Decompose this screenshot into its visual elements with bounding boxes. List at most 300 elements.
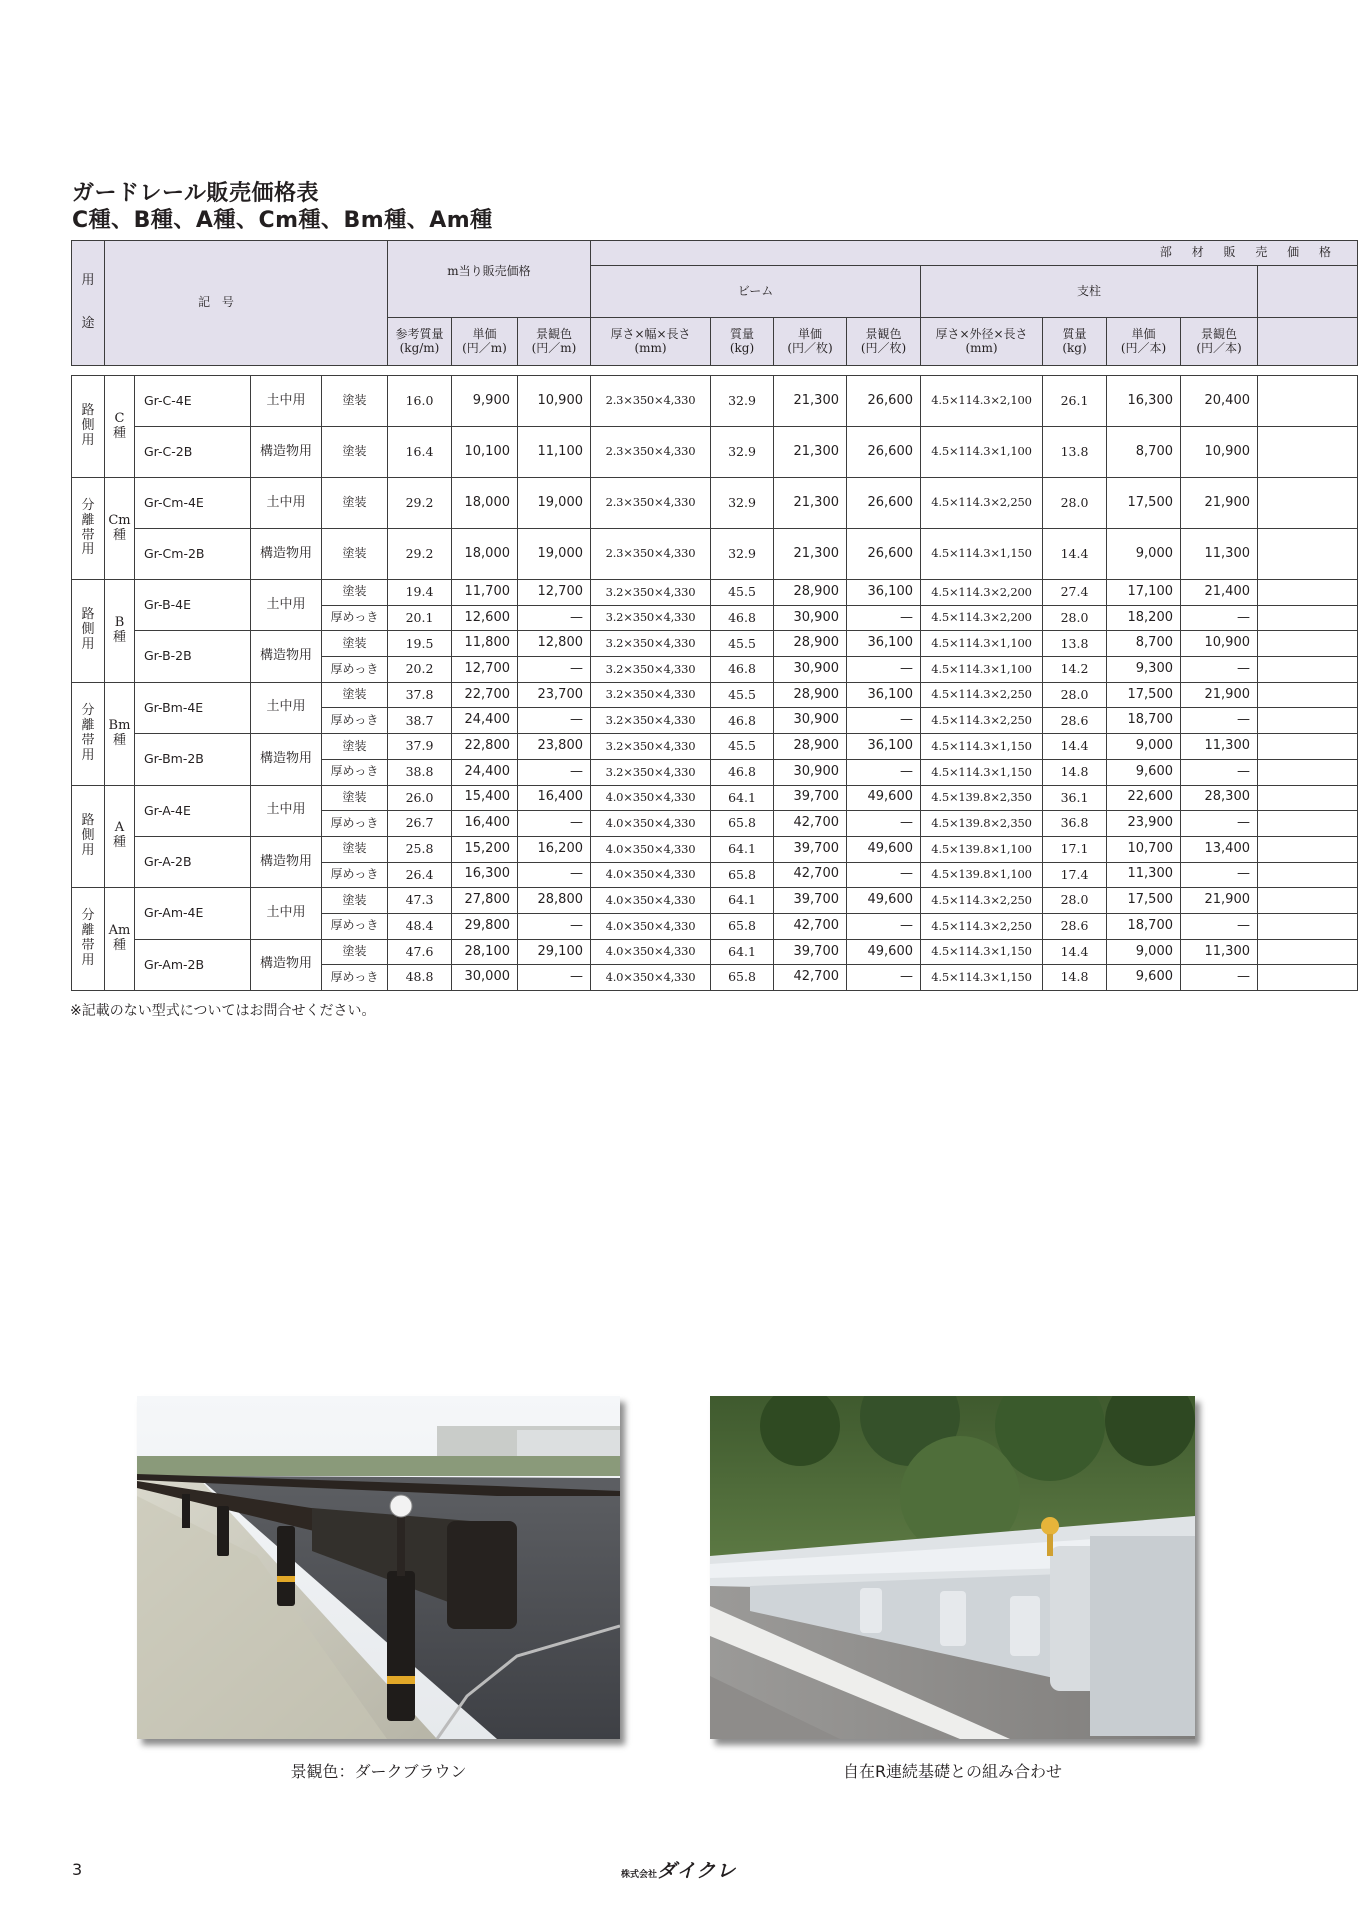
cell-post-mass: 17.1 [1043,836,1107,862]
header-beam: ビーム [591,266,921,318]
cell-extra [1258,759,1358,785]
header-post-mass-label: 質量 [1062,326,1087,341]
cell-beam-price: 21,300 [774,427,847,478]
cell-post-dim: 4.5×139.8×1,100 [921,836,1043,862]
cell-beam-landscape: — [847,657,921,683]
cell-post-dim: 4.5×114.3×1,150 [921,965,1043,991]
header-beam-price [774,318,847,366]
cell-beam-price: 28,900 [774,682,847,708]
header-unit-price-label: 単価 [472,326,497,341]
spacer-cell [591,366,711,376]
cell-post-landscape: 11,300 [1181,734,1258,760]
cell-landscape: — [518,913,591,939]
kind-part: 種 [112,938,126,954]
cell-beam-mass: 65.8 [711,913,774,939]
spacer-cell [452,366,518,376]
cell-post-price: 18,700 [1107,913,1181,939]
cell-beam-landscape: 36,100 [847,682,921,708]
cell-ref-mass: 29.2 [388,478,452,529]
cell-extra [1258,965,1358,991]
cell-post-dim: 4.5×139.8×1,100 [921,862,1043,888]
cell-post-landscape: — [1181,965,1258,991]
cell-beam-price: 21,300 [774,478,847,529]
cell-finish: 厚めっき [322,759,388,785]
cell-beam-mass: 32.9 [711,478,774,529]
cell-model-code: Gr-C-4E [135,376,251,427]
cell-post-mass: 27.4 [1043,580,1107,606]
cell-post-mass: 17.4 [1043,862,1107,888]
table-row [72,427,1358,478]
header-beam-dim-unit: (mm) [634,340,667,355]
use-char: 路 [81,812,95,828]
cell-unit-price: 24,400 [452,708,518,734]
cell-ref-mass: 16.4 [388,427,452,478]
cell-unit-price: 9,900 [452,376,518,427]
cell-extra [1258,862,1358,888]
header-beam-price-label: 単価 [797,326,822,341]
company-logo [621,1856,736,1883]
cell-unit-price: 12,600 [452,605,518,631]
table-row [72,836,1358,862]
cell-unit-price: 30,000 [452,965,518,991]
cell-post-mass: 14.8 [1043,759,1107,785]
use-char: 離 [81,512,95,528]
cell-post-dim: 4.5×114.3×2,250 [921,888,1043,914]
cell-beam-price: 21,300 [774,376,847,427]
cell-landscape: — [518,657,591,683]
cell-beam-landscape: 36,100 [847,580,921,606]
cell-beam-dim: 3.2×350×4,330 [591,734,711,760]
cell-post-dim: 4.5×114.3×2,200 [921,580,1043,606]
use-char: 側 [81,418,95,434]
price-table [71,240,1358,991]
cell-ref-mass: 25.8 [388,836,452,862]
cell-landscape: — [518,862,591,888]
use-char: 離 [81,717,95,733]
cell-extra [1258,888,1358,914]
cell-post-landscape: 21,400 [1181,580,1258,606]
cell-post-landscape: 28,300 [1181,785,1258,811]
cell-beam-dim: 3.2×350×4,330 [591,708,711,734]
cell-post-landscape: — [1181,913,1258,939]
cell-beam-mass: 46.8 [711,605,774,631]
cell-ref-mass: 48.4 [388,913,452,939]
table-row [72,939,1358,965]
cell-extra [1258,580,1358,606]
cell-post-price: 17,500 [1107,888,1181,914]
cell-post-landscape: — [1181,862,1258,888]
cell-beam-dim: 4.0×350×4,330 [591,965,711,991]
cell-post-dim: 4.5×114.3×1,100 [921,631,1043,657]
cell-beam-mass: 46.8 [711,759,774,785]
header-post-price [1107,318,1181,366]
cell-ref-mass: 37.8 [388,682,452,708]
header-per-m: m当り販売価格 [388,241,591,318]
header-beam-dim-label: 厚さ×幅×長さ [610,326,691,341]
cell-ref-mass: 48.8 [388,965,452,991]
cell-beam-mass: 65.8 [711,965,774,991]
cell-post-dim: 4.5×114.3×2,100 [921,376,1043,427]
price-table-body [72,366,1358,991]
cell-unit-price: 16,400 [452,811,518,837]
kind-part: B [114,614,125,630]
cell-post-dim: 4.5×139.8×2,350 [921,811,1043,837]
cell-post-price: 9,600 [1107,759,1181,785]
cell-beam-landscape: 49,600 [847,888,921,914]
use-char: 帯 [81,938,95,954]
cell-beam-landscape: 26,600 [847,529,921,580]
cell-ref-mass: 29.2 [388,529,452,580]
cell-beam-mass: 45.5 [711,631,774,657]
cell-model-code: Gr-Bm-4E [135,682,251,733]
cell-post-mass: 28.6 [1043,708,1107,734]
cell-landscape: 12,700 [518,580,591,606]
photo-dark-brown-guardrail [137,1396,620,1739]
cell-finish: 塗装 [322,734,388,760]
use-char: 側 [81,827,95,843]
cell-kind [105,478,135,580]
cell-install-type: 構造物用 [251,939,322,990]
cell-beam-dim: 4.0×350×4,330 [591,913,711,939]
header-use-char: 用 [81,273,95,289]
cell-beam-dim: 4.0×350×4,330 [591,811,711,837]
use-char: 路 [81,403,95,419]
cell-post-dim: 4.5×114.3×1,100 [921,657,1043,683]
cell-landscape: 23,700 [518,682,591,708]
cell-beam-mass: 45.5 [711,734,774,760]
cell-post-price: 8,700 [1107,631,1181,657]
header-post-price-unit: (円／本) [1120,340,1167,355]
cell-finish: 塗装 [322,427,388,478]
cell-extra [1258,427,1358,478]
header-beam-landscape-label: 景観色 [865,326,902,341]
cell-install-type: 構造物用 [251,427,322,478]
cell-kind [105,376,135,478]
header-beam-mass-unit: (kg) [729,340,755,355]
cell-post-landscape: 11,300 [1181,939,1258,965]
header-symbol-label: 記 号 [198,295,238,310]
header-post-price-label: 単価 [1131,326,1156,341]
header-symbol [105,241,388,366]
cell-beam-landscape: 49,600 [847,785,921,811]
spacer-cell [105,366,135,376]
use-char: 離 [81,923,95,939]
cell-beam-mass: 46.8 [711,657,774,683]
cell-unit-price: 18,000 [452,478,518,529]
cell-post-price: 10,700 [1107,836,1181,862]
spacer-cell [518,366,591,376]
photo-r-foundation-guardrail [710,1396,1195,1739]
photo-caption-2: 自在R連続基礎との組み合わせ [842,1762,1063,1781]
cell-beam-landscape: 36,100 [847,631,921,657]
cell-ref-mass: 26.4 [388,862,452,888]
kind-part: 種 [112,835,126,851]
use-char: 帯 [81,527,95,543]
cell-unit-price: 12,700 [452,657,518,683]
cell-landscape: 11,100 [518,427,591,478]
cell-ref-mass: 47.3 [388,888,452,914]
cell-finish: 塗装 [322,376,388,427]
cell-unit-price: 18,000 [452,529,518,580]
cell-install-type: 土中用 [251,888,322,939]
cell-post-dim: 4.5×114.3×2,200 [921,605,1043,631]
cell-kind [105,682,135,785]
kind-part: Am [108,923,131,939]
cell-extra [1258,376,1358,427]
cell-landscape: — [518,965,591,991]
cell-use [72,785,105,888]
cell-unit-price: 15,200 [452,836,518,862]
kind-part: C [114,410,125,426]
header-ref-mass [388,318,452,366]
cell-post-price: 11,300 [1107,862,1181,888]
cell-ref-mass: 26.0 [388,785,452,811]
cell-beam-mass: 65.8 [711,862,774,888]
cell-beam-landscape: — [847,708,921,734]
cell-beam-landscape: 36,100 [847,734,921,760]
spacer-cell [72,366,105,376]
cell-ref-mass: 26.7 [388,811,452,837]
photo-caption-1: 景観色：ダークブラウン [290,1762,467,1781]
cell-beam-dim: 4.0×350×4,330 [591,785,711,811]
cell-finish: 塗装 [322,939,388,965]
spacer-cell [847,366,921,376]
header-landscape-unit: (円／m) [531,340,577,355]
cell-post-price: 17,100 [1107,580,1181,606]
use-char: 側 [81,622,95,638]
use-char: 路 [81,607,95,623]
cell-beam-dim: 3.2×350×4,330 [591,605,711,631]
kind-part: Cm [108,512,131,528]
cell-post-dim: 4.5×114.3×1,150 [921,939,1043,965]
cell-beam-mass: 45.5 [711,682,774,708]
table-row [72,631,1358,657]
table-row [72,580,1358,606]
cell-post-mass: 14.4 [1043,734,1107,760]
cell-landscape: — [518,708,591,734]
cell-extra [1258,529,1358,580]
spacer-cell [921,366,1043,376]
cell-beam-dim: 3.2×350×4,330 [591,759,711,785]
cell-post-dim: 4.5×114.3×1,100 [921,427,1043,478]
header-beam-landscape [847,318,921,366]
cell-post-landscape: 21,900 [1181,478,1258,529]
cell-unit-price: 24,400 [452,759,518,785]
cell-unit-price: 27,800 [452,888,518,914]
cell-post-price: 9,000 [1107,734,1181,760]
cell-beam-landscape: — [847,913,921,939]
cell-beam-dim: 2.3×350×4,330 [591,376,711,427]
table-row [72,478,1358,529]
cell-ref-mass: 20.1 [388,605,452,631]
cell-post-mass: 28.0 [1043,888,1107,914]
cell-finish: 塗装 [322,785,388,811]
table-row [72,682,1358,708]
cell-finish: 塗装 [322,888,388,914]
cell-beam-price: 30,900 [774,605,847,631]
header-use-char: 途 [81,316,95,331]
cell-unit-price: 22,700 [452,682,518,708]
cell-post-mass: 36.8 [1043,811,1107,837]
cell-post-landscape: 21,900 [1181,888,1258,914]
cell-post-landscape: 10,900 [1181,631,1258,657]
cell-ref-mass: 47.6 [388,939,452,965]
page-number: 3 [72,1860,83,1879]
cell-beam-mass: 45.5 [711,580,774,606]
cell-post-landscape: — [1181,811,1258,837]
header-use [72,241,105,366]
use-char: 用 [81,842,95,858]
cell-post-price: 18,200 [1107,605,1181,631]
table-row [72,376,1358,427]
cell-finish: 厚めっき [322,965,388,991]
cell-post-price: 9,000 [1107,939,1181,965]
cell-beam-dim: 2.3×350×4,330 [591,478,711,529]
cell-unit-price: 22,800 [452,734,518,760]
cell-landscape: 16,400 [518,785,591,811]
price-table-container [71,240,1358,991]
spacer-cell [388,366,452,376]
cell-landscape: 28,800 [518,888,591,914]
cell-beam-landscape: 26,600 [847,427,921,478]
cell-beam-dim: 4.0×350×4,330 [591,939,711,965]
cell-post-landscape: — [1181,605,1258,631]
cell-beam-dim: 2.3×350×4,330 [591,427,711,478]
cell-post-dim: 4.5×114.3×2,250 [921,682,1043,708]
header-post-landscape-unit: (円／本) [1196,340,1242,355]
cell-kind [105,785,135,888]
cell-install-type: 構造物用 [251,631,322,682]
use-char: 用 [81,953,95,969]
kind-part: 種 [112,425,126,441]
cell-finish: 厚めっき [322,862,388,888]
cell-landscape: 12,800 [518,631,591,657]
cell-extra [1258,734,1358,760]
header-unit-price [452,318,518,366]
header-post-mass [1043,318,1107,366]
header-landscape-label: 景観色 [535,326,572,341]
cell-beam-dim: 3.2×350×4,330 [591,631,711,657]
cell-beam-mass: 65.8 [711,811,774,837]
spacer-cell [135,366,251,376]
cell-landscape: 19,000 [518,529,591,580]
cell-post-mass: 36.1 [1043,785,1107,811]
cell-beam-dim: 4.0×350×4,330 [591,862,711,888]
use-char: 分 [81,702,95,718]
cell-post-mass: 13.8 [1043,427,1107,478]
cell-unit-price: 28,100 [452,939,518,965]
spacer-cell [1107,366,1181,376]
cell-model-code: Gr-Am-4E [135,888,251,939]
cell-ref-mass: 19.4 [388,580,452,606]
header-parts-price: 部 材 販 売 価 格 [591,241,1358,266]
header-post: 支柱 [921,266,1258,318]
cell-model-code: Gr-Cm-4E [135,478,251,529]
cell-post-price: 22,600 [1107,785,1181,811]
cell-beam-landscape: — [847,759,921,785]
cell-unit-price: 29,800 [452,913,518,939]
cell-post-mass: 28.6 [1043,913,1107,939]
cell-landscape: — [518,605,591,631]
cell-extra [1258,682,1358,708]
header-post-mass-unit: (kg) [1062,340,1087,355]
cell-post-mass: 28.0 [1043,682,1107,708]
cell-finish: 厚めっき [322,811,388,837]
spacer-cell [322,366,388,376]
header-ref-mass-label: 参考質量 [395,326,444,341]
cell-beam-price: 28,900 [774,631,847,657]
kind-part: 種 [112,629,126,645]
table-row [72,785,1358,811]
cell-beam-price: 30,900 [774,708,847,734]
header-extra [1258,266,1358,318]
footnote: ※記載のない型式についてはお問合せください。 [70,1003,376,1019]
page-title [72,180,493,234]
cell-beam-price: 30,900 [774,657,847,683]
cell-extra [1258,631,1358,657]
cell-post-dim: 4.5×114.3×2,250 [921,478,1043,529]
photo-dark-brown-image [137,1396,620,1739]
cell-model-code: Gr-B-4E [135,580,251,631]
cell-extra [1258,708,1358,734]
cell-model-code: Gr-A-2B [135,836,251,887]
cell-beam-dim: 4.0×350×4,330 [591,836,711,862]
cell-post-price: 9,300 [1107,657,1181,683]
cell-install-type: 構造物用 [251,836,322,887]
cell-model-code: Gr-C-2B [135,427,251,478]
spacer-cell [774,366,847,376]
header-post-dim [921,318,1043,366]
cell-install-type: 構造物用 [251,734,322,785]
cell-post-mass: 13.8 [1043,631,1107,657]
cell-post-price: 9,000 [1107,529,1181,580]
kind-part: A [114,820,125,836]
cell-post-dim: 4.5×114.3×1,150 [921,529,1043,580]
cell-ref-mass: 19.5 [388,631,452,657]
cell-beam-price: 42,700 [774,965,847,991]
cell-use [72,682,105,785]
header-post-landscape-label: 景観色 [1200,326,1237,341]
cell-unit-price: 16,300 [452,862,518,888]
spacer-cell [1181,366,1258,376]
cell-landscape: 16,200 [518,836,591,862]
cell-beam-dim: 3.2×350×4,330 [591,657,711,683]
cell-beam-price: 28,900 [774,734,847,760]
cell-post-dim: 4.5×139.8×2,350 [921,785,1043,811]
cell-beam-price: 39,700 [774,785,847,811]
cell-beam-mass: 32.9 [711,376,774,427]
cell-kind [105,580,135,683]
kind-part: Bm [108,717,131,733]
cell-beam-landscape: — [847,862,921,888]
cell-landscape: — [518,759,591,785]
cell-beam-mass: 64.1 [711,836,774,862]
cell-finish: 厚めっき [322,605,388,631]
cell-model-code: Gr-Cm-2B [135,529,251,580]
cell-beam-price: 39,700 [774,888,847,914]
cell-post-mass: 14.8 [1043,965,1107,991]
use-char: 用 [81,747,95,763]
header-beam-dim [591,318,711,366]
cell-install-type: 土中用 [251,785,322,836]
header-post-landscape [1181,318,1258,366]
cell-finish: 厚めっき [322,708,388,734]
cell-post-price: 8,700 [1107,427,1181,478]
cell-post-dim: 4.5×114.3×1,150 [921,759,1043,785]
cell-beam-landscape: — [847,965,921,991]
cell-use [72,888,105,991]
cell-model-code: Gr-Bm-2B [135,734,251,785]
